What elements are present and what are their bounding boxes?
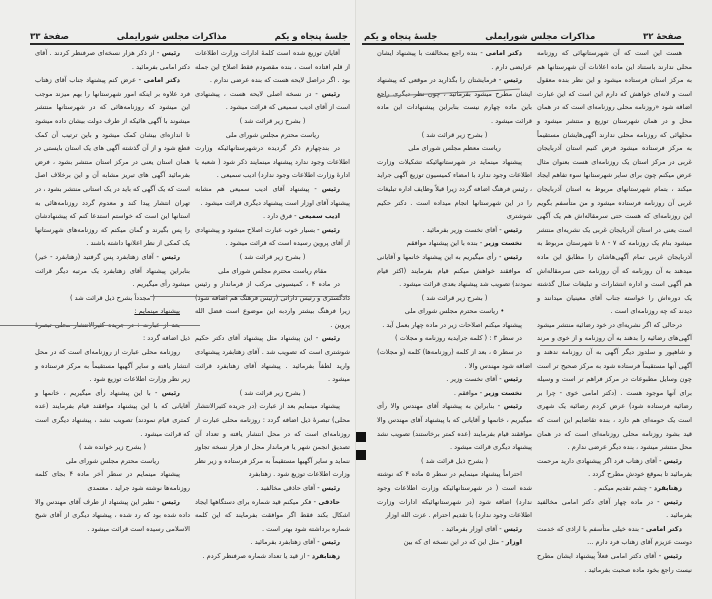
speaker-name: رئیس <box>161 388 180 397</box>
paragraph <box>195 550 350 564</box>
session-title: جلسهٔ پنجاه و یکم <box>274 32 348 42</box>
page-header <box>364 28 682 42</box>
speaker-name: رئیس <box>161 49 180 57</box>
speaker-name: نخست وزیر <box>484 239 522 248</box>
underlined-heading: پیشنهاد مینمایم : <box>134 307 180 316</box>
paragraph-text: آقایان توزیع شده است کلمهٔ ادارات وزارت اطلاعات از قلم افتاده است ، بنده مقصودم فقط اصلاح این جمله بود . اگر دراصل لایحه هست که بنده عرضی ندارم . <box>195 49 350 85</box>
paragraph <box>537 550 692 577</box>
centered-heading: ( بشرح زیر قرائت شد ) <box>239 388 306 397</box>
speaker-name: زهتابفرد <box>311 551 340 560</box>
header-rule <box>30 43 350 45</box>
paragraph <box>195 278 350 332</box>
centered-heading: ( بشرح زیر قرائت شد ) <box>239 116 306 125</box>
paragraph <box>377 373 532 387</box>
scan-line <box>540 345 690 346</box>
paragraph <box>377 400 532 454</box>
paragraph-text: در سطر ۳ : ( کلمه جرایدبه روزنامه و مجلات ) <box>394 334 522 343</box>
centered-heading: ( بشرح زیر قرائت شد ) <box>421 293 488 302</box>
speaker-name: نخست وزیر <box>484 388 522 397</box>
speaker-name: رئیس <box>161 252 180 261</box>
paragraph-text: - از ذکر هزار نسخه‌ای صرفنظر کردند . آقای دکتر امامی بفرمائید . <box>35 49 190 71</box>
paragraph-text: - بنده خیلی متأسفم با اراذی که خدمت دوست عزیزم آقای زهتاب فرد دارم ... <box>537 524 692 547</box>
column-right <box>537 47 692 577</box>
paragraph <box>377 523 532 537</box>
paragraph-text: - بنده با این پیشنهاد موافقم <box>406 239 483 248</box>
speaker-name: رئیس <box>503 402 522 411</box>
paragraph <box>377 332 532 346</box>
speaker-name: حاذقی <box>318 497 340 506</box>
page-32 <box>356 0 712 599</box>
speaker-name: رئیس <box>321 538 340 547</box>
paragraph <box>195 47 350 88</box>
paragraph-text: - مثل این که در این نسخه ای که بین <box>403 538 504 547</box>
paragraph <box>537 523 692 550</box>
paragraph-text: پیشنهاد مینمایم بعد از عبارت (در جریده کثیرالانتشار محلی) تبصرهٔ ذیل اضافه گردد : روزنامه محلی عبارت از روزنامه‌ای است که در محل انتشار یافته و تعداد آن تصدیق انجمن شهر یا فرماندار محل از هزار نسخه تجاوز ننماید و سایر آگهیها مستقیماً به مرکز فرستاده و زیر نظر وزارت اطلاعات توزیع شود . زهتابفرد <box>195 402 350 479</box>
paragraph <box>377 468 532 522</box>
paragraph-text: پیشنهاد میکنم اصلاحات زیر در ماده چهار بعمل آید . <box>382 320 522 329</box>
paragraph-text: - آقای زهتاب فرد اگر پیشنهادی دارید مرحمت بفرمائید تا بموقع خودش مطرح گردد . <box>537 456 692 479</box>
paragraph-text: - آقای حاذقی مخالفید . <box>256 484 320 492</box>
speaker-name: رئیس <box>503 225 522 234</box>
paragraph-text: - فکر میکنم قید شماره برای دستگاهها ایجاد اشکال بکند فقط اگر موافقت بفرمایند که این کلمه شماره برداشته شود بهتر است . <box>195 497 350 533</box>
scan-artifact <box>356 450 366 460</box>
paragraph-text: - موافقم . <box>453 388 483 397</box>
paragraph <box>537 482 692 496</box>
paragraph <box>195 536 350 550</box>
paragraph-text: - این پیشنهاد مثل پیشنهاد آقای دکتر حکیم شوشتری است که تصویب شد . آقای زهتابفرد پیشنهادی وارید لطفاً بفرمائید . پیشنهاد آقای زهتابفرد قرائت میشود . <box>195 334 350 384</box>
speaker-name: زهتابفرد <box>653 484 682 492</box>
scan-line <box>150 296 350 297</box>
centered-heading: مقام ریاست محترم مجلس شورای ملی <box>218 266 327 275</box>
paragraph-text: احتراماً پیشنهاد مینمایم در سطر ۵ ماده ۴ که نوشته شده است ( در شهرستانهائیکه وزارت اطلاعات وجود ندارد) اضافه شود (در شهرستانهائیکه ادارات وزارت اطلاعات وجود ندارد) با تقدیم احترام . عزت الله اوزار <box>377 470 532 520</box>
speaker-name: رئیس <box>663 497 682 506</box>
paragraph-text: - بنده راجع بمخالفت با پیشنهاد ایشان عرایضی دارم . <box>377 49 532 71</box>
paragraph <box>195 482 350 496</box>
paragraph <box>377 47 532 74</box>
paragraph <box>537 455 692 482</box>
paragraph-text: - آقای زهتابفرد پس گرفتید (زهتابفرد - خیر) بنابراین پیشنهاد آقای زهتابفرد یک مرتبه دیگر قرائت میشود رأی میگیریم . <box>35 252 190 289</box>
paragraph <box>35 387 190 441</box>
page-number: صفحهٔ ۳۲ <box>643 32 682 42</box>
paragraph <box>377 251 532 292</box>
paragraph-text: - آقای نخست وزیر . <box>446 375 502 384</box>
centered-heading: ریاست معظم مجلس شورای ملی <box>408 144 501 153</box>
paragraph <box>35 496 190 537</box>
paragraph <box>35 468 190 495</box>
speaker-name: اوزار <box>505 538 522 547</box>
paragraph <box>195 332 350 386</box>
paragraph <box>537 319 692 455</box>
paragraph-text: - آقای اوزار بفرمائید . <box>441 524 502 533</box>
scan-line <box>0 325 200 326</box>
paragraph <box>377 74 532 128</box>
paragraph-text: - فرق دارد . <box>262 212 297 221</box>
publication-title: مذاکرات مجلس شورایملی <box>116 32 227 42</box>
centered-heading: ( بشرح زیر قرائت شد ) <box>239 252 306 261</box>
paragraph <box>35 319 190 346</box>
paragraph-text: - پیشنهاد آقای ادیب سمیعی هم مشابه پیشنهاد آقای اوزار است پیشنهاد دیگری قرائت میشود . <box>195 184 350 207</box>
paragraph <box>195 183 350 210</box>
paragraph <box>35 47 190 74</box>
paragraph-text: در سطر ۵ ، بعد از کلمه (روزنامه‌ها) کلمه (و مجلات) اضافه شود مهندس والا . <box>377 348 532 370</box>
paragraph-text: - آقای نخست وزیر بفرمائید . <box>422 225 502 234</box>
paragraph <box>35 74 190 251</box>
paragraph-text: درحالی که اگر نشریه‌ای در خود رضائیه منتشر میشود آگهی‌های رضائیه را بدهند به آن روزنامه و از خوی و مرند و شاهپور و سلدوز دیگر آگهی به آن روزنامه ندهند و آگهی آنها مستقیماً فرستاده شود به مرکز صحیح تر است چون وسایل مطبوعات در مرکز فراهم تر است و وسیله برای آنها موجود هست . (دکتر امامی خوی - چرا بر رضائیه فرستاده شود) عرض کردم رضائیه یک شهری است یک حومه‌ای هم دارد ، بنده تقاضایم این است که قید بشود روزنامه محلی روزنامه‌ای است که در همان محل منتشر میشود ، بنده دیگر عرضی ندارم . <box>537 320 692 452</box>
centered-heading: ریاست محترم مجلس شورای ملی <box>65 456 160 465</box>
paragraph-text: - از قید یا تعداد شماره صرفنظر کردم . <box>202 551 310 560</box>
speaker-name: رئیس <box>503 375 522 384</box>
speaker-name: ادیب سمیعی <box>298 212 340 221</box>
paragraph <box>195 210 350 224</box>
paragraph <box>195 496 350 537</box>
speaker-name: دکتر امامی <box>645 524 682 533</box>
paragraph-text: - بسیار خوب عبارت اصلاح میشود و پیشنهادی از آقای پروین رسیده است که قرائت میشود . <box>195 225 350 248</box>
paragraph <box>195 142 350 183</box>
speaker-name: رئیس <box>321 89 340 98</box>
centered-heading: ( مجدداً بشرح ذیل قرائت شد ) <box>69 293 156 302</box>
paragraph-text: - فرمایشتان را بگذارید در موقعی که پیشنهاد ایشان مطرح میشود بفرمائید ، چون نظر دیگری راجع باین ماده چهارم نیست بنابراین پیشنهادات این ماده قرائت میشود . <box>377 76 532 125</box>
speaker-name: رئیس <box>321 484 340 492</box>
speaker-name: رئیس <box>503 524 522 533</box>
paragraph <box>377 536 532 550</box>
speaker-name: رئیس <box>663 551 682 560</box>
speaker-name: رئیس <box>321 225 340 234</box>
publication-title: مذاکرات مجلس شورایملی <box>485 32 596 42</box>
column-left <box>35 47 190 536</box>
paragraph-text: - آقای دکتر امامی فعلاً پیشنهاد ایشان مطرح نیست راجع بخود ماده صحبت بفرمائید . <box>537 551 692 574</box>
paragraph <box>195 88 350 115</box>
paragraph-text: پیشنهاد مینماید در شهرستانهائیکه تشکیلات وزارت اطلاعات وجود ندارد با امضاء کمیسیون توزیع آگهی جراید ، رئیس فرهنگ اضافه گردد زیرا قبلاً وظایف اداره تبلیغات را در این شهرستانها انجام میداده است . دکتر حکیم شوشتری <box>377 157 532 221</box>
paragraph-text: هست این است که آن شهرستانهائی که روزنامه محلی ندارند باستناد این ماده اعلانات آن شهرستانها هم به مرکز استان فرستاده میشود و این نظر بنده معقول است و لانه‌ای خواهش که دارم این است که این عبارت اضافه شود «روزنامه محلی روزنامه‌ای است که در همان محل و در همان شهرستان توزیع و منتشر میشود و محلهائی که روزنامه محلی ندارند آگهی‌هایشان مستقیماً به مرکز فرستاده میشود فرض کنیم استان آذربایجان غربی در مرکز استان یک روزنامه‌ای هست بعنوان مثال عرض میکنم چون برای سایر شهرستانها سوء تفاهم ایجاد میکند ، بتمام شهرستانهای مربوط به استان آذربایجان غربی آن روزنامه فرستاده میشود و من متأسفم بگویم این روزنامه‌ای که هست حتی سرمقاله‌اش هم یک آگهی است یعنی در استان آذربایجان غربی یک نشریه‌ای منتشر میشود بنام یک روزنامه که ۷ - ۸ تا شهرستان مربوط به آذربایجان غربی تمام آگهی‌هاشان را مطابق این ماده میدهند به آن روزنامه که آن روزنامه حتی سرمقاله‌اش هم آگهی است و اداره انتشارات و تبلیغات سال گذشته یک دوره‌اش را خواسته جناب آقای معینیان میدانند و دیدند که چه روزنامه‌ای است . <box>537 49 692 316</box>
centered-heading: ( بشرح زیر قرائت شد ) <box>421 130 488 139</box>
column-left <box>377 47 532 550</box>
paragraph-text: - رأی میگیریم به این پیشنهاد خانمها و آقایانی که موافقند خواهش میکنم قیام بفرمایند (اکثر قیام نمودند) تصویب شد پیشنهاد بعدی قرائت میشود . <box>377 252 532 289</box>
paragraph <box>537 496 692 523</box>
page-number: صفحهٔ ۳۳ <box>30 32 69 42</box>
paragraph <box>377 224 532 238</box>
speaker-name: رئیس <box>663 456 682 465</box>
paragraph <box>35 251 190 292</box>
speaker-name: دکتر امامی <box>485 49 522 57</box>
paragraph-text: - چشم تقدیم میکنم . <box>594 484 652 492</box>
speaker-name: رئیس <box>503 76 522 85</box>
speaker-name: رئیس <box>503 252 522 261</box>
paragraph-text: در بندچهارم ذکر گردیده درشهرستانهائیکه وزارت اطلاعات وجود ندارد پیشنهاد مینمایند ذکر شود ( شعبه یا ادارهٔ وزارت اطلاعات وجود ندارد) ادیب سمیعی . <box>195 144 350 180</box>
paragraph <box>377 319 532 333</box>
centered-heading: • ریاست محترم مجلس شورای ملی <box>404 307 505 316</box>
speaker-name: رئیس <box>161 497 180 506</box>
column-right <box>195 47 350 564</box>
paragraph <box>537 47 692 319</box>
session-title: جلسهٔ پنجاه و یکم <box>364 32 438 42</box>
paragraph <box>195 224 350 251</box>
paragraph-text: در ماده ۴ ، کمیسیونی مرکب از فرماندار و رئیس دادگستری و رئیس دارائی (رئیس فرهنگ هم اضافه شود) زیرا فرهنگ بیشتر واردبه این موضوع است فضل الله پروین . <box>195 280 350 329</box>
speaker-name: رئیس <box>321 334 340 343</box>
paragraph-text: - با این پیشنهاد رأی میگیریم ، خانمها و آقایانی که با این پیشنهاد موافقند قیام بفرمایند (عده کمتری قیام نمودند) تصویب نشد ، پیشنهاد دیگری است که قرائت میشود . <box>35 388 190 438</box>
paragraph-text: - نظیر این پیشنهاد از طرف آقای مهندس والا داده شده بود که رد شده ، پیشنهاد دیگری از آقای شیخ الاسلامی رسیده است قرائت میشود . <box>35 497 190 533</box>
paragraph <box>377 387 532 401</box>
paragraph <box>377 346 532 373</box>
paragraph-text: - آقای زهتابفرد بفرمائید . <box>250 538 320 547</box>
paragraph <box>195 400 350 482</box>
centered-heading: ریاست محترم مجلس شورای ملی <box>225 130 320 139</box>
paragraph <box>35 346 190 387</box>
paragraph-text: بعد از عبارت : در جریده کثیرالانتشار محلی تبصرهٔ ذیل اضافه گردد : <box>35 320 190 343</box>
scan-artifact <box>356 432 366 442</box>
speaker-name: دکتر امامی <box>143 76 180 85</box>
paragraph-text: - بنابراین به پیشنهاد آقای مهندس والا رأی میگیریم ، خانمها و آقایانی که با پیشنهاد آقای مهندس والا موافقند قیام بفرمایند (عده کمتر برخاستند) تصویب نشد پیشنهاد دیگری قرائت میشود . <box>377 402 532 452</box>
paragraph-text: پیشنهاد مینمایم در سطر آخر ماده ۴ بجای کلمه روزنامه‌ها نوشته شود جراید . معتمدی <box>35 470 190 492</box>
paragraph <box>377 237 532 251</box>
speaker-name: رئیس <box>321 184 340 193</box>
paragraph-text: - در ماده چهار آقای دکتر امامی مخالفید بفرمائید . <box>537 497 692 520</box>
centered-heading: ( بشرح ذیل قرائت شد ) <box>421 456 488 465</box>
paragraph <box>377 156 532 224</box>
paragraph-text: - عرض کنم پیشنهاد جناب آقای زهتاب فرد علاوه بر اینکه امور شهرستانها را بهم میزند موجب این میشود که روزنامه‌هائی که در شهرستانها منتشر میشوند با آگهی هائیکه از طرف دولت بیشان داده میشود تا اندازه‌ای بیشان کمک میشود و باین ترتیب آن کمک قطع شود و از آن گذشته آگهی های یک استان بایستی در همان استان یعنی در مرکز استان منتشر بشود ، فرض بفرمائید آگهی های تبریز مشابه آن و این برخلاف اصل است که یک آگهی که باید در یک استانی منتشر بشود ، در تهران انتشار پیدا کند و معدوم گردد روزنامه‌هائی به استانها این است که خواستم استدعا کنم که پیشنهادشان را پس بگیرند و گمان میکنم که روزنامه‌های شهرستانها یک کمکی از نظر اعلانها داشته باشند . <box>35 76 190 248</box>
centered-heading: ( بشرح زیر خوانده شد ) <box>79 443 146 452</box>
header-rule <box>362 43 684 45</box>
paragraph-text: - در نسخه اصلی لایحه هست ، پیشنهادی است از آقای ادیب سمیعی که قرائت میشود . <box>195 89 350 112</box>
page-header <box>30 28 348 42</box>
paragraph-text: روزنامه محلی عبارت از روزنامه‌ای است که در محل انتشار یافته و سایر آگهیها مستقیماً به مرکز فرستاده و زیر نظر وزارت اطلاعات توزیع شود . <box>35 348 190 384</box>
